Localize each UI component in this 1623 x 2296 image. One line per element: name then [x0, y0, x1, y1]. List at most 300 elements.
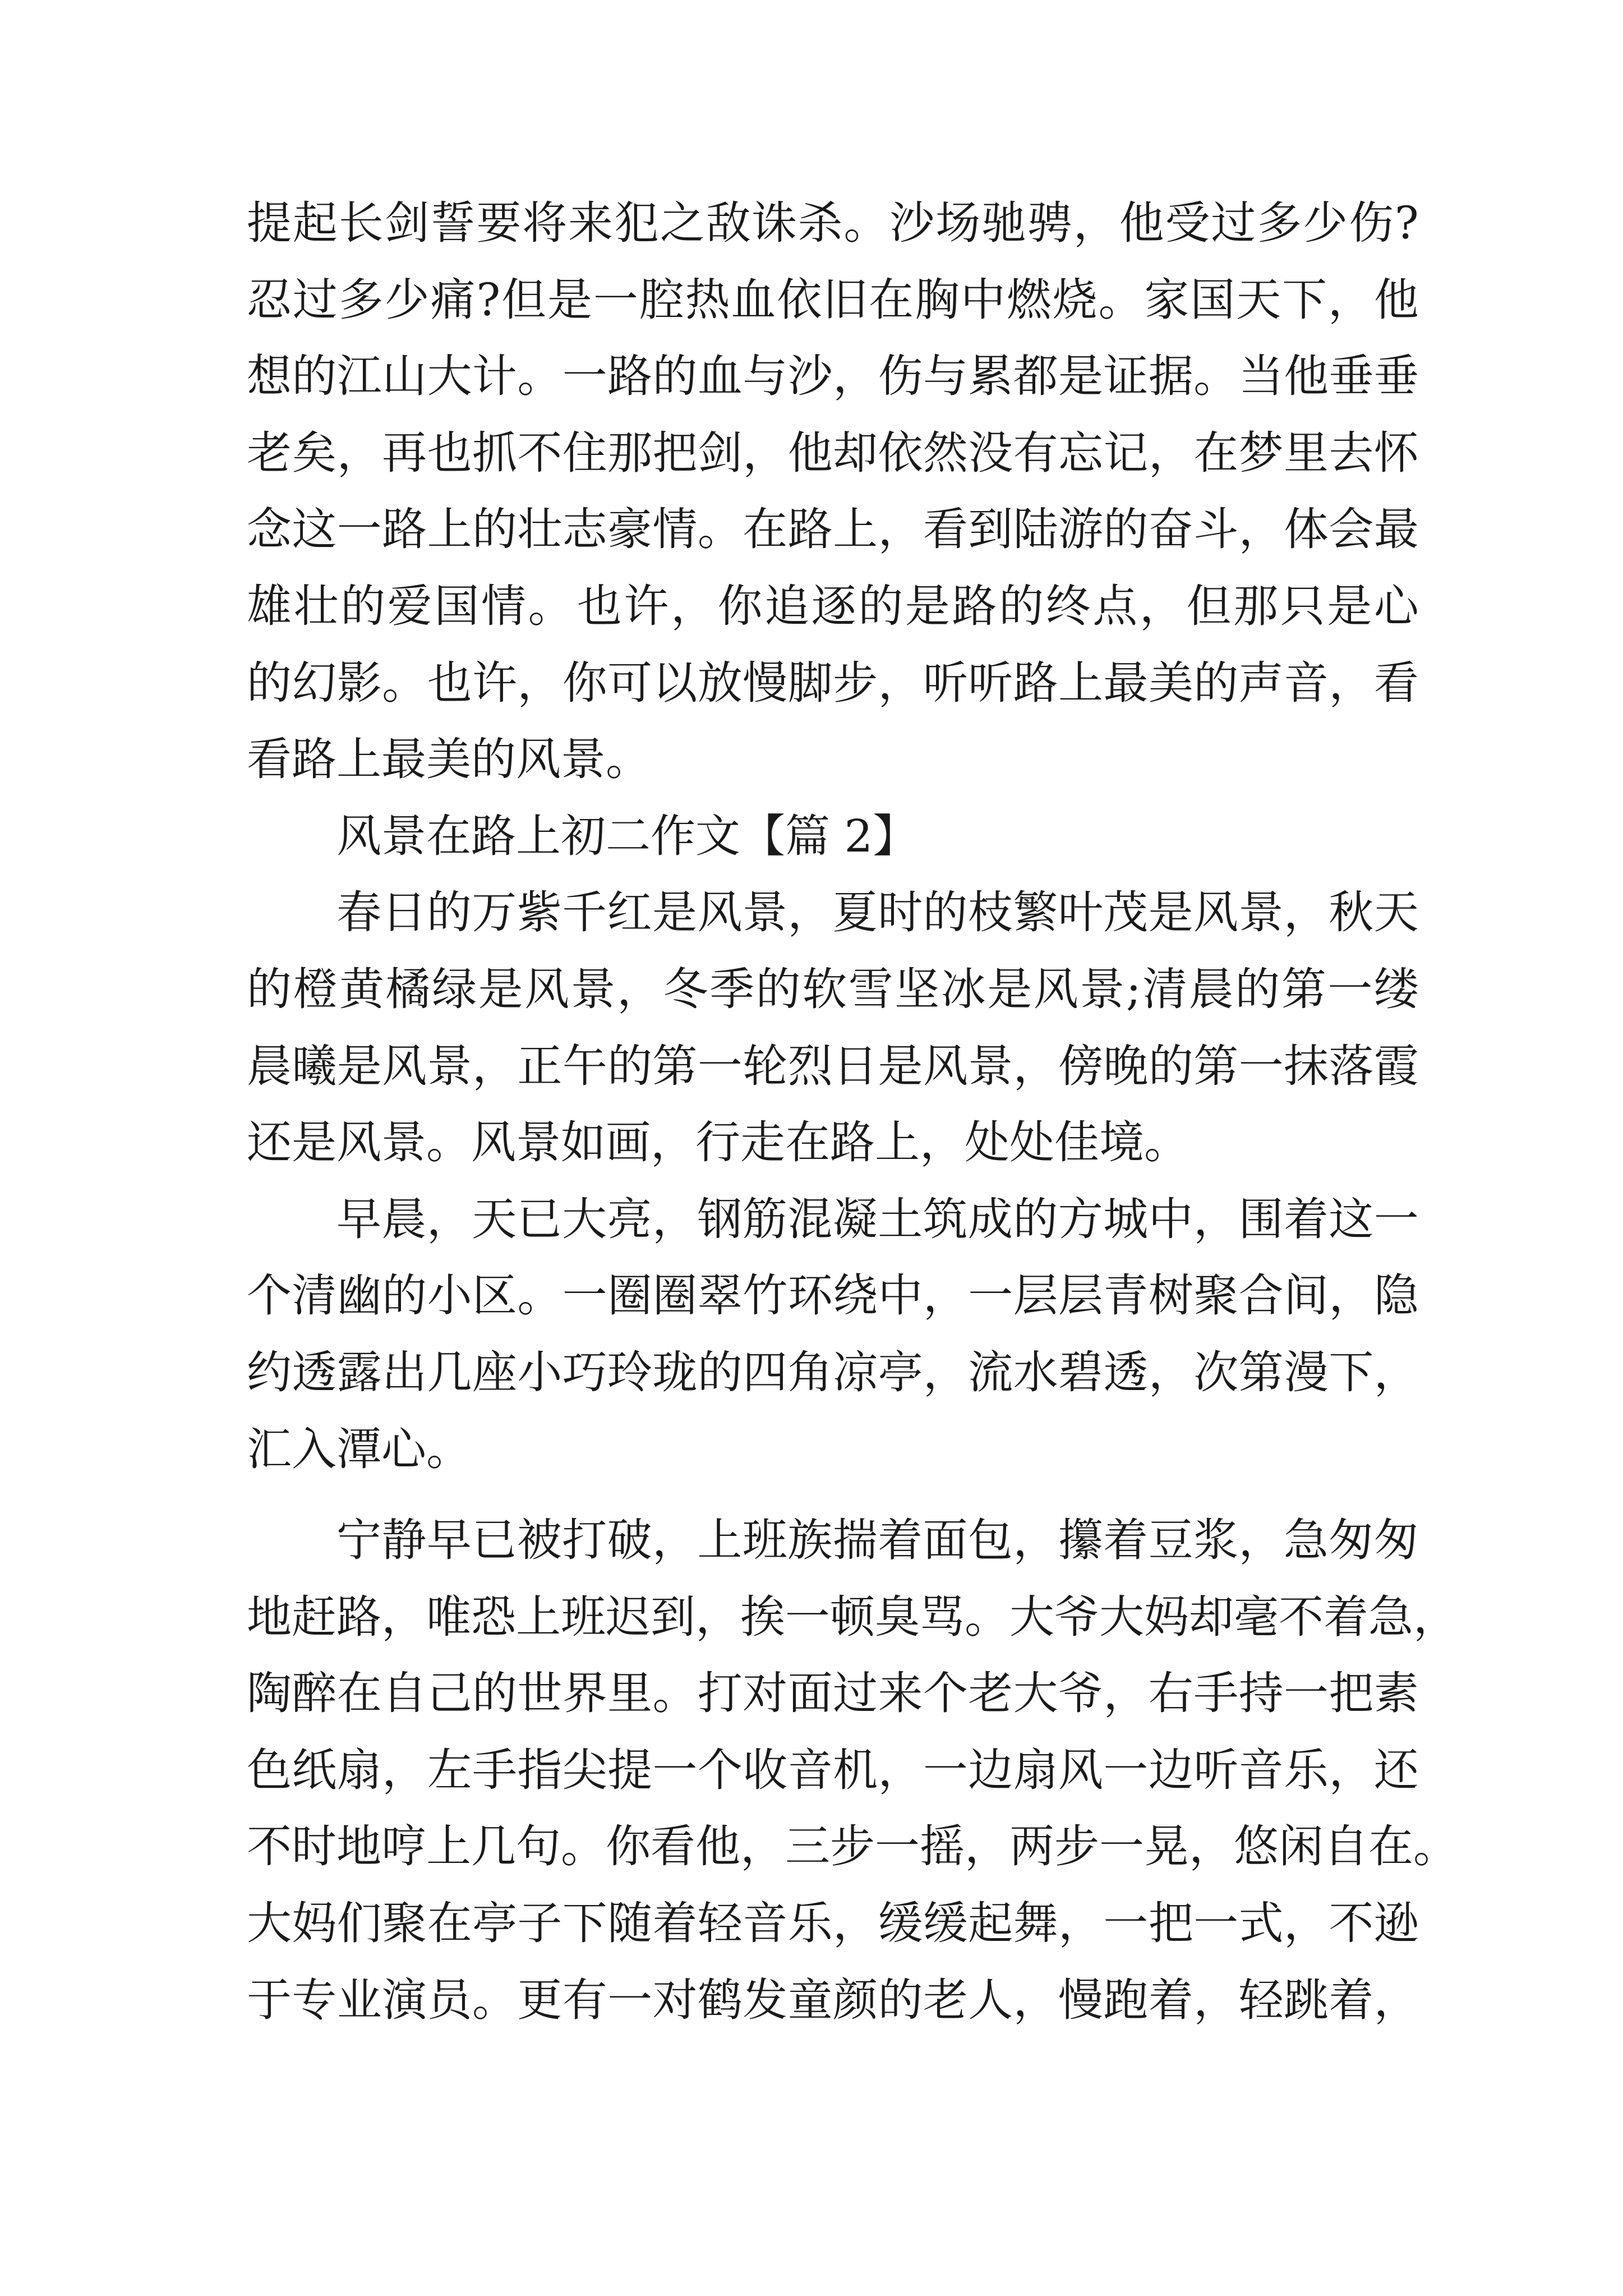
text-char: 念	[247, 503, 292, 556]
text-char: 人	[968, 1973, 1013, 2026]
text-char: 然	[923, 426, 968, 479]
text-char: 右	[1148, 1667, 1193, 1720]
text-char: 曦	[292, 1039, 337, 1092]
text-char: 自	[382, 1667, 427, 1720]
text-char: 风	[1033, 963, 1078, 1015]
text-char: 急	[1283, 1514, 1329, 1567]
text-char: 要	[476, 197, 522, 249]
text-char: 终	[1045, 579, 1091, 632]
text-char: 颜	[833, 1973, 878, 2026]
text-char: 志	[562, 503, 607, 556]
text-char: 三	[785, 1820, 830, 1873]
text-char: 风	[1058, 1743, 1104, 1796]
text-char: ，	[381, 1590, 426, 1643]
text-char: 伤	[878, 350, 923, 403]
text-line	[247, 262, 1419, 339]
text-char: 计	[472, 350, 517, 403]
text-char: 妈	[1144, 1590, 1189, 1643]
text-char: 沙	[787, 350, 833, 403]
text-char: ?	[1394, 197, 1419, 249]
text-char: 下	[1282, 273, 1327, 326]
text-char: 一	[562, 1269, 607, 1322]
text-char: 的	[426, 886, 472, 939]
text-char: 的	[382, 1269, 427, 1322]
text-char: ，	[1329, 1269, 1374, 1322]
text-char: 幻	[292, 656, 337, 709]
text-line-content	[247, 1335, 1419, 1411]
text-char: 个	[247, 1269, 292, 1322]
text-line	[247, 1579, 1458, 1656]
text-char: 江	[336, 350, 382, 403]
text-char: 。	[1098, 273, 1144, 326]
text-char: 多	[1257, 197, 1302, 249]
text-char: 童	[787, 1973, 833, 2026]
text-char: 业	[336, 1973, 382, 2026]
text-line-content	[247, 1885, 1419, 1962]
text-line	[247, 415, 1419, 492]
text-char: 一	[1283, 1667, 1329, 1720]
text-char: 敌	[706, 197, 751, 249]
text-char: 壮	[517, 503, 562, 556]
text-char: 点	[1092, 579, 1138, 632]
text-char: 叶	[1058, 886, 1103, 939]
text-char: 忘	[1058, 426, 1104, 479]
text-char: 听	[968, 656, 1013, 709]
text-char: 但	[1186, 579, 1232, 632]
text-char: 是	[547, 273, 593, 326]
text-line-content	[247, 491, 1419, 568]
text-char: 持	[1238, 1667, 1284, 1720]
text-line-content	[247, 185, 1419, 262]
text-char: 出	[382, 1346, 427, 1398]
text-char: 的	[878, 1973, 923, 2026]
text-char: 地	[247, 1590, 292, 1643]
text-char: 层	[1058, 1269, 1104, 1322]
text-char: 清	[1142, 963, 1188, 1015]
text-char: 冬	[663, 963, 708, 1015]
text-char: 热	[685, 273, 730, 326]
text-char: 有	[1013, 426, 1058, 479]
text-char: 把	[1329, 1667, 1374, 1720]
text-line-content: 汇入潭心。	[247, 1423, 471, 1475]
text-char: 驰	[981, 197, 1026, 249]
text-char: 被	[517, 1514, 562, 1567]
text-line	[247, 1181, 1419, 1258]
text-char: 机	[833, 1743, 878, 1796]
text-char: 已	[517, 1193, 562, 1245]
text-char: 面	[923, 1514, 968, 1567]
text-char: 却	[833, 426, 878, 479]
text-char: 把	[652, 426, 698, 479]
text-char: 橘	[385, 963, 431, 1015]
text-char: 是	[336, 1039, 382, 1092]
text-char: 是	[1327, 579, 1372, 632]
text-char: 个	[923, 1667, 968, 1720]
text-char: ，	[1193, 1973, 1239, 2026]
text-char: 慢	[1058, 1973, 1104, 2026]
text-char: 着	[652, 1897, 698, 1950]
text-char: 来	[568, 197, 614, 249]
text-char: 音	[1283, 656, 1329, 709]
text-char: ，	[1148, 426, 1193, 479]
text-char: 轻	[1238, 1973, 1284, 2026]
text-char: 的	[999, 579, 1044, 632]
text-char: 时	[878, 886, 923, 939]
text-line-content	[336, 1181, 1419, 1258]
text-char: 着	[878, 1514, 923, 1567]
text-char: 他	[695, 1820, 740, 1873]
text-char: 到	[968, 503, 1013, 556]
text-char: 圈	[652, 1269, 698, 1322]
text-char: 句	[516, 1820, 561, 1873]
text-char: 老	[923, 1973, 968, 2026]
text-char: 心	[1373, 579, 1419, 632]
text-char: 一	[1103, 1743, 1149, 1796]
text-char: ，	[1283, 886, 1329, 939]
text-char: 抓	[472, 426, 517, 479]
text-char: 与	[923, 350, 968, 403]
text-char: 依	[777, 273, 822, 326]
text-char: 的	[652, 350, 698, 403]
text-char: 随	[607, 1897, 653, 1950]
text-char: 那	[1233, 579, 1279, 632]
text-char: 。	[561, 1820, 606, 1873]
text-char: 。	[1193, 350, 1239, 403]
text-char: 水	[1013, 1346, 1058, 1398]
text-char: 骂	[920, 1590, 965, 1643]
text-char: 雄	[247, 579, 292, 632]
text-char: 在	[427, 1897, 472, 1950]
text-line-content	[247, 1258, 1419, 1335]
text-char: 去	[1329, 426, 1374, 479]
text-char: 的	[1103, 503, 1149, 556]
text-char: ，	[695, 1590, 740, 1643]
text-char: 影	[336, 656, 382, 709]
text-char: ，	[965, 1820, 1009, 1873]
text-line	[247, 1105, 1419, 1181]
text-char: 。	[843, 197, 889, 249]
text-char: 步	[833, 656, 878, 709]
text-char: 夏	[832, 886, 878, 939]
text-line-content: 看路上最美的风景。	[247, 733, 651, 786]
text-char: 万	[472, 886, 517, 939]
text-char: 以	[652, 656, 698, 709]
text-char: 筑	[923, 1193, 968, 1245]
text-char: 但	[501, 273, 547, 326]
text-char: 燃	[1006, 273, 1052, 326]
text-char: 绿	[432, 963, 477, 1015]
text-char: 一	[785, 1590, 830, 1643]
text-char: 座	[472, 1346, 517, 1398]
text-char: 的	[472, 503, 517, 556]
text-char: 指	[517, 1743, 562, 1796]
text-char: 景	[1238, 886, 1284, 939]
text-char: 纸	[292, 1743, 337, 1796]
text-char: 把	[1148, 1897, 1193, 1950]
text-char: ，	[426, 1193, 472, 1245]
text-char: 是	[1148, 886, 1193, 939]
text-char: ，	[336, 426, 382, 479]
text-char: 不	[1279, 1590, 1324, 1643]
text-char: 树	[1148, 1269, 1193, 1322]
text-char: 恐	[471, 1590, 516, 1643]
text-char: 毫	[1234, 1590, 1279, 1643]
text-char: 之	[660, 197, 705, 249]
text-char: ，	[1373, 1973, 1419, 2026]
text-char: 坚	[895, 963, 940, 1015]
text-char: 你	[562, 656, 607, 709]
text-char: 面	[787, 1667, 833, 1720]
text-char: 天	[472, 1193, 517, 1245]
text-char: 迟	[606, 1590, 651, 1643]
text-char: 是	[652, 886, 697, 939]
text-char: 有	[562, 1973, 607, 2026]
text-char: 次	[1193, 1346, 1239, 1398]
text-char: 摇	[920, 1820, 965, 1873]
text-char: 悠	[1234, 1820, 1279, 1873]
text-char: 路	[336, 1590, 381, 1643]
text-char: 来	[878, 1667, 923, 1720]
text-char: 。	[697, 503, 743, 556]
text-char: ，	[472, 1039, 517, 1092]
text-char: 臭	[875, 1590, 920, 1643]
text-char: 看	[651, 1820, 695, 1873]
text-char: 式	[1238, 1897, 1284, 1950]
text-char: 的	[858, 579, 903, 632]
text-char: ，	[1238, 1514, 1284, 1567]
text-char: 上	[427, 503, 472, 556]
text-char: 里	[607, 1667, 653, 1720]
text-char: 醉	[292, 1667, 337, 1720]
text-char: 上	[426, 1820, 471, 1873]
text-line-content	[247, 1579, 1458, 1656]
text-char: 豆	[1148, 1514, 1193, 1567]
text-char: 几	[427, 1346, 472, 1398]
text-char: 景	[427, 1039, 472, 1092]
text-char: 这	[292, 503, 337, 556]
text-char: 扇	[1013, 1743, 1058, 1796]
text-char: 提	[247, 197, 292, 249]
text-char: ，	[833, 1897, 878, 1950]
text-char: 听	[923, 656, 968, 709]
text-char: 依	[878, 426, 923, 479]
text-char: 破	[607, 1514, 652, 1567]
text-char: 一	[652, 1743, 698, 1796]
text-char: 班	[561, 1590, 606, 1643]
text-char: 听	[1193, 1743, 1239, 1796]
text-char: 受	[1165, 197, 1210, 249]
text-char: 不	[517, 426, 562, 479]
text-char: 音	[743, 1897, 788, 1950]
text-char: ，	[1413, 1590, 1458, 1643]
text-char: ，	[1013, 1039, 1058, 1092]
text-char: 落	[1329, 1039, 1374, 1092]
text-char: 放	[697, 656, 743, 709]
text-char: 起	[968, 1897, 1013, 1950]
text-char: 情	[481, 579, 526, 632]
text-char: 音	[787, 1743, 833, 1796]
text-char: 爷	[1058, 1667, 1104, 1720]
text-char: 包	[967, 1514, 1013, 1567]
text-char: 乐	[1283, 1743, 1329, 1796]
text-char: 哼	[381, 1820, 426, 1873]
text-char: 午	[562, 1039, 607, 1092]
text-char: 间	[1283, 1269, 1329, 1322]
text-char: 这	[1329, 1193, 1374, 1245]
text-char: 环	[787, 1269, 833, 1322]
text-char: 一	[1099, 1820, 1144, 1873]
text-line-content: 还是风景。风景如画，行走在路上，处处佳境。	[247, 1116, 1189, 1169]
text-char: 的	[340, 579, 386, 632]
text-char: 两	[1009, 1820, 1054, 1873]
text-char: 轻	[697, 1897, 743, 1950]
text-char: 攥	[1058, 1514, 1103, 1567]
text-char: 你	[606, 1820, 651, 1873]
text-char: 许	[624, 579, 669, 632]
text-char: 景	[968, 1039, 1013, 1092]
text-char: 过	[1211, 197, 1256, 249]
text-line-content	[247, 1028, 1419, 1105]
text-char: 聚	[1193, 1269, 1239, 1322]
text-char: 角	[787, 1346, 833, 1398]
text-char: 天	[1236, 273, 1281, 326]
text-char: 体	[1283, 503, 1329, 556]
text-char: 美	[1148, 656, 1193, 709]
text-char: 手	[1193, 1667, 1239, 1720]
text-line	[247, 1028, 1419, 1105]
text-char: 边	[968, 1743, 1013, 1796]
text-char: 追	[764, 579, 810, 632]
text-char: 己	[427, 1667, 472, 1720]
text-char: 亭	[472, 1897, 517, 1950]
text-char: 透	[292, 1346, 337, 1398]
text-char: 聚	[382, 1897, 427, 1950]
text-char: 晨	[381, 1193, 427, 1245]
text-char: ，	[670, 579, 716, 632]
text-char: 绕	[833, 1269, 878, 1322]
text-char: 路	[382, 503, 427, 556]
text-char: 族	[787, 1514, 833, 1567]
text-char: 的	[755, 963, 801, 1015]
text-char: 都	[1013, 350, 1058, 403]
text-char: 跑	[1103, 1973, 1149, 2026]
text-char: 季	[709, 963, 755, 1015]
text-char: 他	[1119, 197, 1164, 249]
text-char: 员	[427, 1973, 472, 2026]
text-char: 的	[1235, 963, 1280, 1015]
text-char: 一	[593, 273, 638, 326]
text-line-content	[247, 1732, 1419, 1809]
text-char: 翠	[697, 1269, 743, 1322]
text-char: 路	[952, 579, 997, 632]
text-char: 第	[1193, 1039, 1239, 1092]
text-char: 还	[1373, 1743, 1419, 1796]
text-char: 一	[697, 1039, 743, 1092]
text-char: 忍	[247, 273, 292, 326]
text-char: ，	[1148, 1346, 1193, 1398]
text-char: ，	[1283, 1897, 1329, 1950]
text-char: 一	[923, 1743, 968, 1796]
text-char: 诛	[751, 197, 797, 249]
text-char: 路	[787, 503, 833, 556]
text-char: 中	[960, 273, 1006, 326]
text-char: 浆	[1193, 1514, 1239, 1567]
text-char: 亭	[878, 1346, 923, 1398]
text-char: 路	[1013, 656, 1058, 709]
text-char: 到	[651, 1590, 695, 1643]
text-char: 最	[1103, 656, 1149, 709]
text-char: 一	[875, 1820, 920, 1873]
text-char: 着	[1324, 1590, 1368, 1643]
text-char: 与	[743, 350, 788, 403]
text-char: 宁	[336, 1514, 381, 1567]
text-char: 会	[1329, 503, 1374, 556]
text-char: ，	[923, 1346, 968, 1398]
text-line	[247, 951, 1419, 1028]
text-char: 剑	[697, 426, 743, 479]
text-char: 下	[1329, 1346, 1374, 1398]
text-char: 抹	[1283, 1039, 1329, 1092]
text-char: 一	[562, 350, 607, 403]
text-char: 伤	[1349, 197, 1394, 249]
text-line-content: 风景在路上初二作文【篇 2】	[336, 809, 918, 862]
text-char: 橙	[293, 963, 338, 1015]
text-char: 幽	[336, 1269, 382, 1322]
text-char: 证	[1103, 350, 1149, 403]
text-char: 巧	[562, 1346, 607, 1398]
text-char: 多	[338, 273, 384, 326]
text-char: 早	[426, 1514, 472, 1567]
text-char: 垂	[1373, 350, 1419, 403]
text-char: 提	[607, 1743, 653, 1796]
text-char: 软	[802, 963, 847, 1015]
text-char: 情	[652, 503, 698, 556]
text-char: 爷	[1054, 1590, 1099, 1643]
text-line	[247, 1502, 1419, 1579]
text-line	[247, 1655, 1419, 1732]
text-char: 缕	[1373, 963, 1419, 1015]
text-char: 血	[697, 350, 743, 403]
text-char: 风	[923, 1039, 968, 1092]
text-char: ，	[1193, 1193, 1239, 1245]
text-char: 着	[1103, 1514, 1149, 1567]
text-char: ，	[652, 1193, 697, 1245]
text-char: 秋	[1329, 886, 1374, 939]
text-char: 着	[1329, 1973, 1374, 2026]
text-char: 城	[1103, 1193, 1149, 1245]
text-char: 是	[987, 963, 1032, 1015]
text-char: 圈	[607, 1269, 653, 1322]
text-char: 缓	[878, 1897, 923, 1950]
text-char: ，	[878, 656, 923, 709]
text-char: 一	[968, 1269, 1013, 1322]
text-char: 隐	[1373, 1269, 1419, 1322]
text-char: 霞	[1373, 1039, 1419, 1092]
text-char: 清	[292, 1269, 337, 1322]
text-char: 上	[516, 1590, 561, 1643]
text-char: 一	[607, 1973, 653, 2026]
text-char: 着	[1148, 1973, 1193, 2026]
text-char: 骋	[1027, 197, 1072, 249]
text-char: 亮	[607, 1193, 652, 1245]
text-char: 世	[517, 1667, 562, 1720]
text-char: 露	[336, 1346, 382, 1398]
text-char: 合	[1238, 1269, 1284, 1322]
text-char: 景	[570, 963, 616, 1015]
text-char: 看	[923, 503, 968, 556]
text-char: 在	[336, 1667, 382, 1720]
text-line-content	[247, 568, 1419, 645]
